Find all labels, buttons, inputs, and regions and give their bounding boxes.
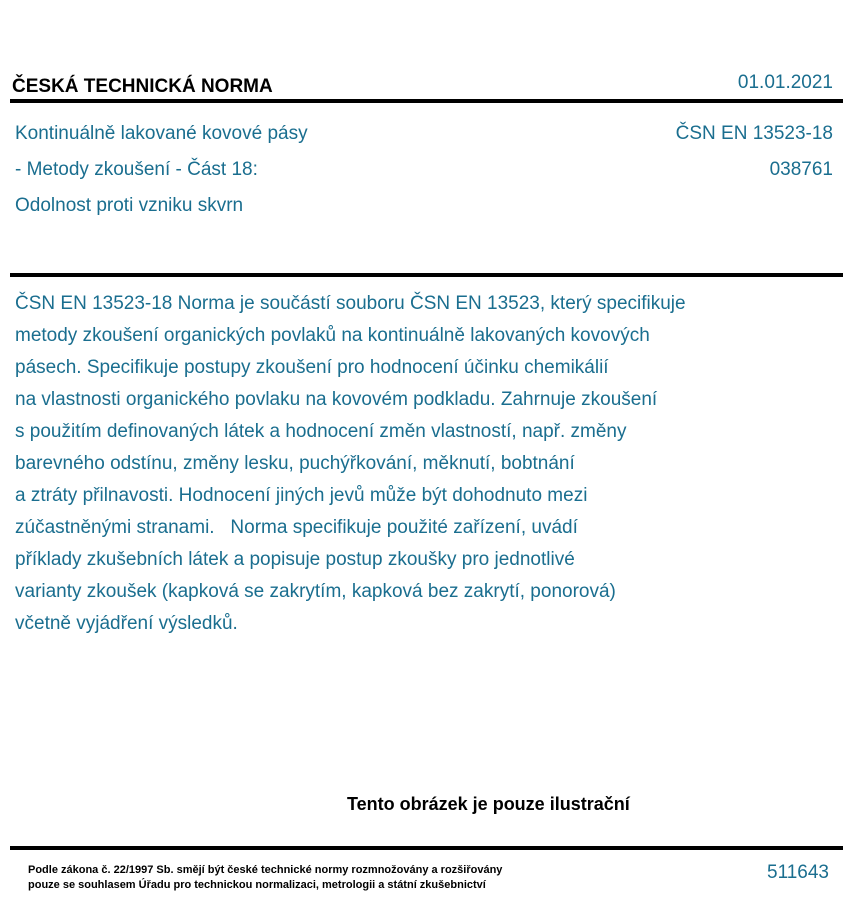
standard-title-line: Kontinuálně lakované kovové pásy	[15, 123, 308, 144]
title-divider	[10, 273, 843, 277]
abstract-line: ČSN EN 13523-18 Norma je součástí souboru ČSN EN 13523, který specifikuje	[15, 293, 686, 314]
standard-title-line: Odolnost proti vzniku skvrn	[15, 195, 244, 216]
legal-notice	[28, 863, 502, 893]
standard-title-line: - Metody zkoušení - Část 18:	[15, 159, 258, 180]
document-number: 511643	[767, 862, 829, 883]
standard-header-title: ČESKÁ TECHNICKÁ NORMA	[12, 76, 273, 97]
abstract-line: zúčastněnými stranami. Norma specifikuje použité zařízení, uvádí	[15, 517, 578, 538]
abstract-line: včetně vyjádření výsledků.	[15, 613, 238, 634]
class-number: 038761	[769, 159, 833, 180]
footer-divider	[10, 846, 843, 850]
abstract-text	[15, 288, 785, 640]
publication-date: 01.01.2021	[737, 72, 833, 93]
standard-identifiers	[676, 116, 833, 188]
abstract-line: varianty zkoušek (kapková se zakrytím, kapková bez zakrytí, ponorová)	[15, 581, 616, 602]
illustration-note: Tento obrázek je pouze ilustrační	[347, 794, 630, 814]
legal-notice-line: pouze se souhlasem Úřadu pro technickou normalizaci, metrologii a státní zkušebnictví	[28, 879, 486, 891]
abstract-line: barevného odstínu, změny lesku, puchýřkování, měknutí, bobtnání	[15, 453, 575, 474]
abstract-line: příklady zkušebních látek a popisuje postup zkoušky pro jednotlivé	[15, 549, 575, 570]
abstract-line: na vlastnosti organického povlaku na kovovém podkladu. Zahrnuje zkoušení	[15, 389, 658, 410]
standard-code: ČSN EN 13523-18	[675, 123, 833, 144]
header-divider	[10, 99, 843, 103]
abstract-line: a ztráty přilnavosti. Hodnocení jiných jevů může být dohodnuto mezi	[15, 485, 588, 506]
standard-title	[15, 116, 535, 224]
abstract-line: s použitím definovaných látek a hodnocení změn vlastností, např. změny	[15, 421, 627, 442]
abstract-line: metody zkoušení organických povlaků na kontinuálně lakovaných kovových	[15, 325, 650, 346]
abstract-line: pásech. Specifikuje postupy zkoušení pro hodnocení účinku chemikálií	[15, 357, 609, 378]
legal-notice-line: Podle zákona č. 22/1997 Sb. smějí být české technické normy rozmnožovány a rozšiřovány	[28, 864, 503, 876]
